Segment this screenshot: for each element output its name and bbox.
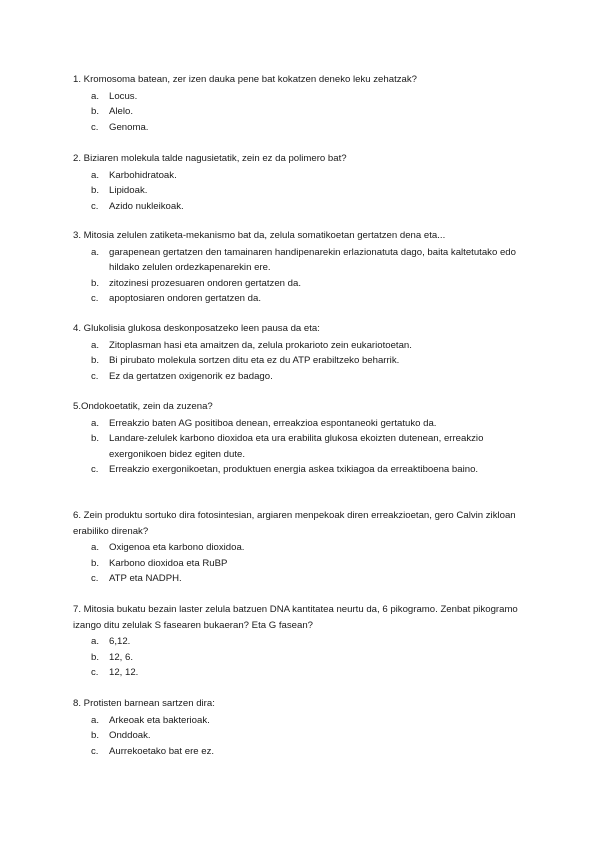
question-5 (73, 399, 533, 478)
option-letter: a. (91, 90, 100, 102)
option-letter: b. (91, 185, 100, 196)
option-a (73, 89, 533, 105)
option-b (73, 728, 533, 744)
option-text: apoptosiaren ondoren gertatzen da. (109, 293, 262, 304)
option-b (73, 556, 533, 572)
option-text: Lipidoak. (109, 185, 148, 196)
option-text: Karbohidratoak. (109, 169, 177, 181)
option-letter: b. (91, 557, 100, 569)
option-list (73, 713, 533, 760)
option-letter: a. (91, 714, 100, 726)
option-text: 12, 12. (109, 667, 139, 678)
option-c (73, 369, 533, 385)
option-letter: a. (91, 339, 100, 351)
question-text: 1. Kromosoma batean, zer izen dauka pene bat kokatzen deneko leku zehatzak? (73, 74, 417, 85)
option-c (73, 291, 533, 307)
option-list (73, 416, 533, 478)
option-text: garapenean gertatzen den tamainaren handipenarekin erlazionatuta dago, baita kaltetutako edo hildako zelulen ordezkapenarekin ere. (109, 246, 516, 273)
option-text: Karbono dioxidoa eta RuBP (109, 557, 228, 569)
option-letter: b. (91, 277, 100, 289)
option-a (73, 540, 533, 556)
option-letter: a. (91, 417, 100, 429)
option-text: Oxigenoa eta karbono dioxidoa. (109, 542, 245, 553)
option-letter: c. (91, 121, 99, 133)
option-b (73, 183, 533, 199)
question-text: 2. Biziaren molekula talde nagusietatik, zein ez da polimero bat? (73, 153, 347, 164)
option-letter: c. (91, 745, 99, 757)
option-b (73, 353, 533, 369)
option-letter: a. (91, 169, 100, 181)
option-text: Alelo. (109, 106, 133, 117)
option-text: Arkeoak eta bakterioak. (109, 714, 210, 726)
question-8 (73, 696, 533, 759)
option-a (73, 713, 533, 729)
option-b (73, 431, 533, 462)
option-text: Genoma. (109, 121, 149, 133)
option-text: Erreakzio exergonikoetan, produktuen energia askea txikiagoa da erreaktiboena baino. (109, 464, 479, 475)
option-letter: a. (91, 636, 100, 647)
option-letter: b. (91, 106, 100, 117)
question-text: 4. Glukolisia glukosa deskonposatzeko leen pausa da eta: (73, 323, 320, 334)
question-text: 7. Mitosia bukatu bezain laster zelula batzuen DNA kantitatea neurtu da, 6 pikogramo. Zenbat pikogramo izango ditu zelulak S fasearen bukaeran? Eta G fasean? (73, 604, 518, 631)
option-text: 12, 6. (109, 651, 134, 663)
option-c (73, 462, 533, 478)
option-list (73, 338, 533, 385)
option-b (73, 650, 533, 666)
option-text: ATP eta NADPH. (109, 573, 182, 584)
option-letter: b. (91, 730, 100, 741)
option-text: Azido nukleikoak. (109, 200, 184, 212)
question-text: 3. Mitosia zelulen zatiketa-mekanismo bat da, zelula somatikoetan gertatzen dena eta... (73, 230, 446, 241)
option-letter: b. (91, 355, 100, 366)
option-text: Ez da gertatzen oxigenorik ez badago. (109, 370, 273, 382)
question-text: 5.Ondokoetatik, zein da zuzena? (73, 401, 213, 412)
question-4 (73, 321, 533, 384)
question-text: 8. Protisten barnean sartzen dira: (73, 698, 215, 709)
option-text: Zitoplasman hasi eta amaitzen da, zelula prokarioto zein eukariotoetan. (109, 339, 412, 351)
option-text: zitozinesi prozesuaren ondoren gertatzen da. (109, 277, 301, 289)
option-c (73, 744, 533, 760)
option-letter: b. (91, 651, 100, 663)
question-7 (73, 602, 533, 681)
option-letter: a. (91, 246, 100, 258)
option-text: 6,12. (109, 636, 131, 647)
option-a (73, 634, 533, 650)
option-letter: c. (91, 667, 99, 678)
option-b (73, 276, 533, 292)
option-c (73, 571, 533, 587)
question-6 (73, 508, 533, 587)
option-a (73, 245, 533, 276)
option-text: Aurrekoetako bat ere ez. (109, 745, 215, 757)
question-2 (73, 151, 533, 214)
question-1 (73, 72, 533, 135)
option-letter: a. (91, 542, 100, 553)
question-text: 6. Zein produktu sortuko dira fotosintesian, argiaren menpekoak diren erreakzioetan, gero Calvin zikloan erabiliko direnak? (73, 510, 516, 537)
option-c (73, 120, 533, 136)
option-letter: c. (91, 370, 99, 382)
option-text: Erreakzio baten AG positiboa denean, erreakzioa espontaneoki gertatuko da. (109, 417, 437, 429)
option-letter: c. (91, 464, 99, 475)
option-letter: b. (91, 433, 100, 444)
option-text: Bi pirubato molekula sortzen ditu eta ez du ATP erabiltzeko beharrik. (109, 355, 400, 366)
option-a (73, 168, 533, 184)
option-c (73, 199, 533, 215)
question-3 (73, 228, 533, 307)
option-a (73, 338, 533, 354)
option-text: Onddoak. (109, 730, 151, 741)
option-list (73, 89, 533, 136)
option-c (73, 665, 533, 681)
option-list (73, 634, 533, 681)
option-letter: c. (91, 573, 99, 584)
option-letter: c. (91, 293, 99, 304)
option-list (73, 168, 533, 215)
option-letter: c. (91, 200, 99, 212)
option-list (73, 540, 533, 587)
option-b (73, 104, 533, 120)
option-a (73, 416, 533, 432)
option-text: Locus. (109, 90, 138, 102)
option-text: Landare-zelulek karbono dioxidoa eta ura erabilita glukosa ekoizten dutenean, erreakzio exergonikoen bidez egiten dute. (109, 433, 484, 460)
option-list (73, 245, 533, 307)
